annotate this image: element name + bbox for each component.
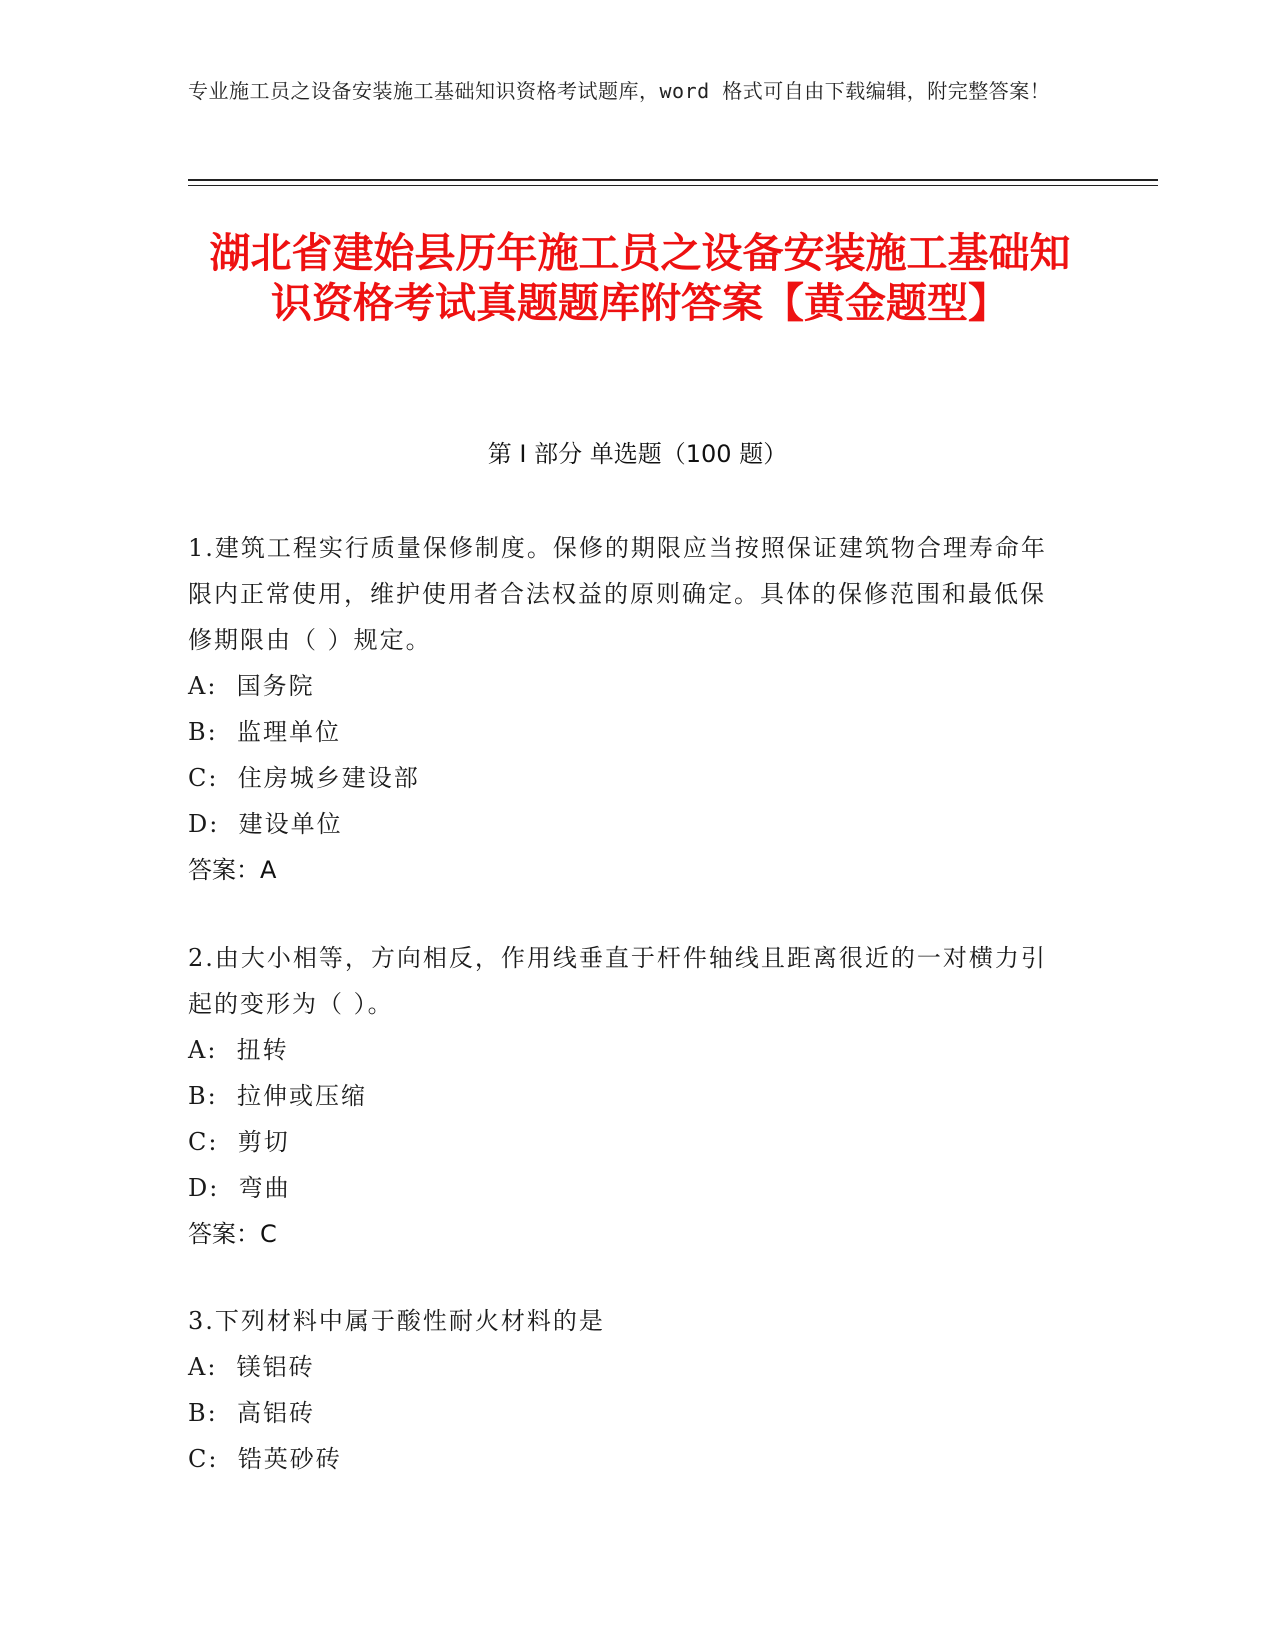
option-c: C: 锆英砂砖 (188, 1445, 342, 1473)
option-b: B: 监理单位 (188, 718, 341, 746)
section-heading: 第 I 部分 单选题（100 题） (487, 440, 788, 468)
question-text: 2.由大小相等，方向相反，作用线垂直于杆件轴线且距离很近的一对横力引起的变形为（ ）。 (188, 944, 1047, 1018)
answer-line: 答案：C (188, 1220, 277, 1248)
option-d: D: 建设单位 (188, 810, 343, 838)
option-b: B: 高铝砖 (188, 1399, 315, 1427)
header-note: 专业施工员之设备安装施工基础知识资格考试题库，word 格式可自由下载编辑，附完整答案！ (188, 79, 1051, 103)
header-rule-thick (188, 179, 1158, 181)
question-text: 1.建筑工程实行质量保修制度。保修的期限应当按照保证建筑物合理寿命年限内正常使用，维护使用者合法权益的原则确定。具体的保修范围和最低保修期限由（ ）规定。 (188, 534, 1047, 654)
option-b: B: 拉伸或压缩 (188, 1082, 367, 1110)
option-c: C: 住房城乡建设部 (188, 764, 420, 792)
option-a: A: 扭转 (188, 1036, 289, 1064)
option-a: A: 镁铝砖 (188, 1353, 315, 1381)
question-block-2 (188, 935, 1068, 1257)
question-block-3 (188, 1298, 1068, 1482)
option-a: A: 国务院 (188, 672, 315, 700)
answer-line: 答案：A (188, 856, 277, 884)
option-d: D: 弯曲 (188, 1174, 291, 1202)
question-text: 3.下列材料中属于酸性耐火材料的是 (188, 1307, 605, 1335)
question-block-1 (188, 525, 1068, 893)
document-title: 湖北省建始县历年施工员之设备安装施工基础知识资格考试真题题库附答案【黄金题型】 (209, 229, 1071, 327)
header-rule-thin (188, 185, 1158, 186)
option-c: C: 剪切 (188, 1128, 290, 1156)
